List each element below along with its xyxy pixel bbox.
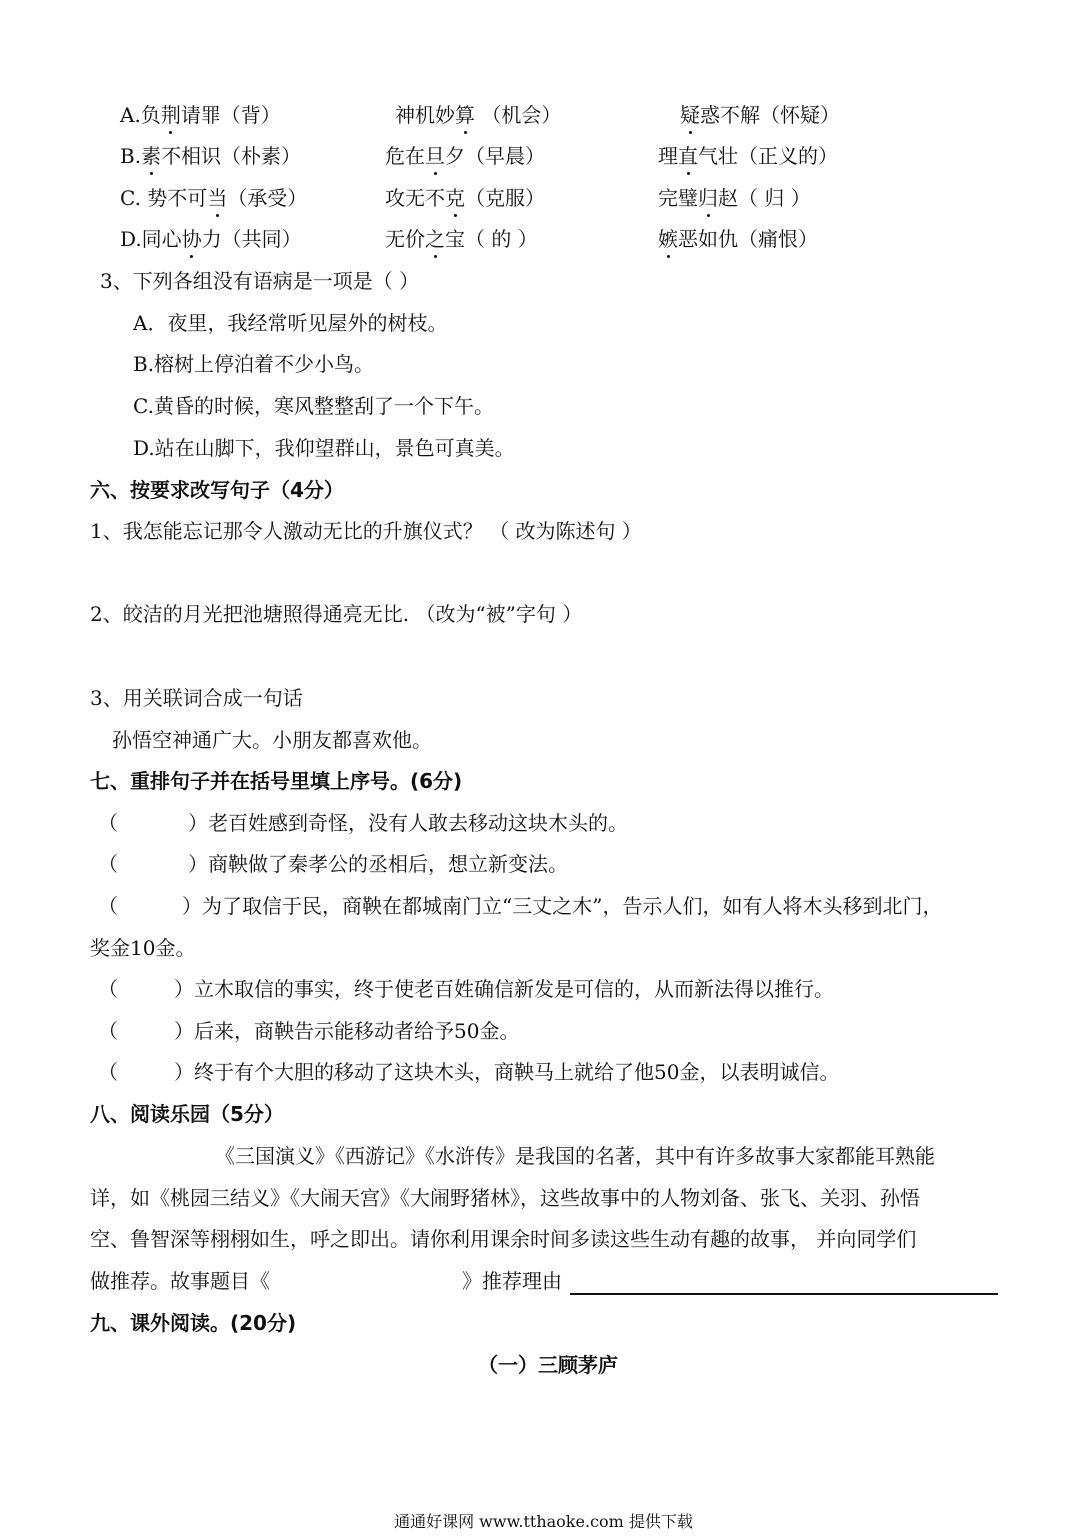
q3-stem: 3、下列各组没有语病是一项是（ ） <box>100 269 420 293</box>
section-8-reason-prompt: 》推荐理由 <box>462 1269 562 1293</box>
q2-option-a-col2 <box>395 101 561 129</box>
blank-paren-close: ） <box>174 977 194 1001</box>
reorder-item <box>98 1058 839 1086</box>
blank-paren-open: （ <box>98 977 118 1001</box>
text: 惑不解（怀疑） <box>700 103 840 127</box>
dotted-char: 直 <box>678 144 698 168</box>
blank-paren-open: （ <box>98 894 118 918</box>
reorder-item <box>98 809 628 837</box>
reorder-text: 终于有个大胆的移动了这块木头，商鞅马上就给了他50金，以表明诚信。 <box>194 1060 840 1084</box>
dotted-char: 之 <box>425 227 445 251</box>
dotted-char: 归 <box>698 186 718 210</box>
text: 赵（ 归 ） <box>718 186 811 210</box>
text: 力（共同） <box>201 227 302 251</box>
text: （机会） <box>475 103 562 127</box>
dotted-char: 荆 <box>160 103 181 127</box>
section-8-paragraph-line: 空、鲁智深等栩栩如生，呼之即出。请你利用课余时间多读这些生动有趣的故事， 并向同学们 <box>90 1227 917 1251</box>
reorder-item <box>98 892 942 920</box>
blank-paren-close: ） <box>182 894 202 918</box>
reorder-text: 立木取信的事实，终于使老百姓确信新发是可信的，从而新法得以推行。 <box>194 977 834 1001</box>
reorder-item <box>98 1017 519 1045</box>
dotted-char: 旦 <box>425 144 445 168</box>
q3-option-a: A．夜里，我经常听见屋外的树枝。 <box>133 311 448 335</box>
blank-paren-open: （ <box>98 852 118 876</box>
blank-paren-close: ） <box>174 1019 194 1043</box>
text: B. <box>120 144 142 168</box>
reorder-text: 老百姓感到奇怪，没有人敢去移动这块木头的。 <box>208 811 628 835</box>
section-6-q3-text: 孙悟空神通广大。小朋友都喜欢他。 <box>112 728 432 752</box>
text: 气壮（正义的） <box>698 144 838 168</box>
text: 请罪（背） <box>180 103 281 127</box>
q2-option-a-col1 <box>120 101 281 129</box>
q2-option-c-col1 <box>120 184 307 212</box>
q3-option-b: B.榕树上停泊着不少小鸟。 <box>133 352 375 376</box>
section-8-paragraph-line: 详，如《桃园三结义》《大闹天宫》《大闹野猪林》，这些故事中的人物刘备、张飞、关羽、孙悟 <box>90 1186 920 1210</box>
q2-option-d-col3 <box>658 225 818 253</box>
reorder-item <box>98 850 568 878</box>
reason-answer-line[interactable] <box>570 1293 998 1295</box>
section-6-q1: 1、我怎能忘记那令人激动无比的升旗仪式？ （ 改为陈述句 ） <box>90 519 642 543</box>
text: 攻无不 <box>385 186 445 210</box>
q2-option-a-col3 <box>680 101 840 129</box>
reorder-item <box>98 975 834 1003</box>
text: 夕（早晨） <box>445 144 545 168</box>
q2-option-d-col1 <box>120 225 302 253</box>
blank-paren-close: ） <box>174 1060 194 1084</box>
section-9-subtitle: （一）三顾茅庐 <box>478 1353 618 1377</box>
dotted-char: 算 <box>455 103 475 127</box>
text: C. 势不可 <box>120 186 208 210</box>
dotted-char: 嫉 <box>658 227 678 251</box>
dotted-char: 协 <box>181 227 202 251</box>
text: 完璧 <box>658 186 698 210</box>
section-6-q3: 3、用关联词合成一句话 <box>90 686 303 710</box>
q2-option-d-col2 <box>385 225 538 253</box>
reorder-text: 为了取信于民，商鞅在都城南门立“三丈之木”，告示人们，如有人将木头移到北门， <box>202 894 943 918</box>
text: 危在 <box>385 144 425 168</box>
blank-paren-close: ） <box>188 852 208 876</box>
q3-option-d: D.站在山脚下，我仰望群山，景色可真美。 <box>133 436 515 460</box>
reorder-text: 后来，商鞅告示能移动者给予50金。 <box>194 1019 520 1043</box>
blank-paren-open: （ <box>98 811 118 835</box>
text: 无价 <box>385 227 425 251</box>
q2-option-c-col2 <box>385 184 545 212</box>
blank-paren-open: （ <box>98 1019 118 1043</box>
section-6-q2: 2、皎洁的月光把池塘照得通亮无比. （改为“被”字句 ） <box>90 602 583 626</box>
section-8-story-title-prompt: 做推荐。故事题目《 <box>90 1269 270 1293</box>
text: 宝（ 的 ） <box>445 227 538 251</box>
text: （承受） <box>227 186 308 210</box>
text: 理 <box>658 144 678 168</box>
dotted-char: 当 <box>207 186 228 210</box>
q2-option-b-col3 <box>658 142 838 170</box>
text: 恶如仇（痛恨） <box>678 227 818 251</box>
text: 神机妙 <box>395 103 455 127</box>
q2-option-b-col1 <box>120 142 301 170</box>
dotted-char: 疑 <box>680 103 700 127</box>
q3-option-c: C.黄昏的时候，寒风整整刮了一个下午。 <box>133 394 494 418</box>
text: 不相识（朴素） <box>161 144 302 168</box>
section-6-title: 六、按要求改写句子（4分） <box>90 478 344 502</box>
dotted-char: 素 <box>141 144 162 168</box>
section-9-title: 九、课外阅读。(20分) <box>90 1311 297 1335</box>
text: （克服） <box>465 186 545 210</box>
blank-paren-open: （ <box>98 1060 118 1084</box>
text: A.负 <box>120 103 161 127</box>
section-7-title: 七、重排句子并在括号里填上序号。(6分) <box>90 769 463 793</box>
page-footer: 通通好课网 www.tthaoke.com 提供下载 <box>394 1512 693 1531</box>
section-8-paragraph-line: 《三国演义》《西游记》《水浒传》是我国的名著，其中有许多故事大家都能耳熟能 <box>215 1144 935 1168</box>
reorder-item-continuation: 奖金10金。 <box>90 936 196 960</box>
dotted-char: 克 <box>445 186 465 210</box>
q2-option-b-col2 <box>385 142 545 170</box>
reorder-text: 商鞅做了秦孝公的丞相后，想立新变法。 <box>208 852 568 876</box>
q2-option-c-col3 <box>658 184 811 212</box>
text: D.同心 <box>120 227 182 251</box>
section-8-title: 八、阅读乐园（5分） <box>90 1102 284 1126</box>
blank-paren-close: ） <box>188 811 208 835</box>
